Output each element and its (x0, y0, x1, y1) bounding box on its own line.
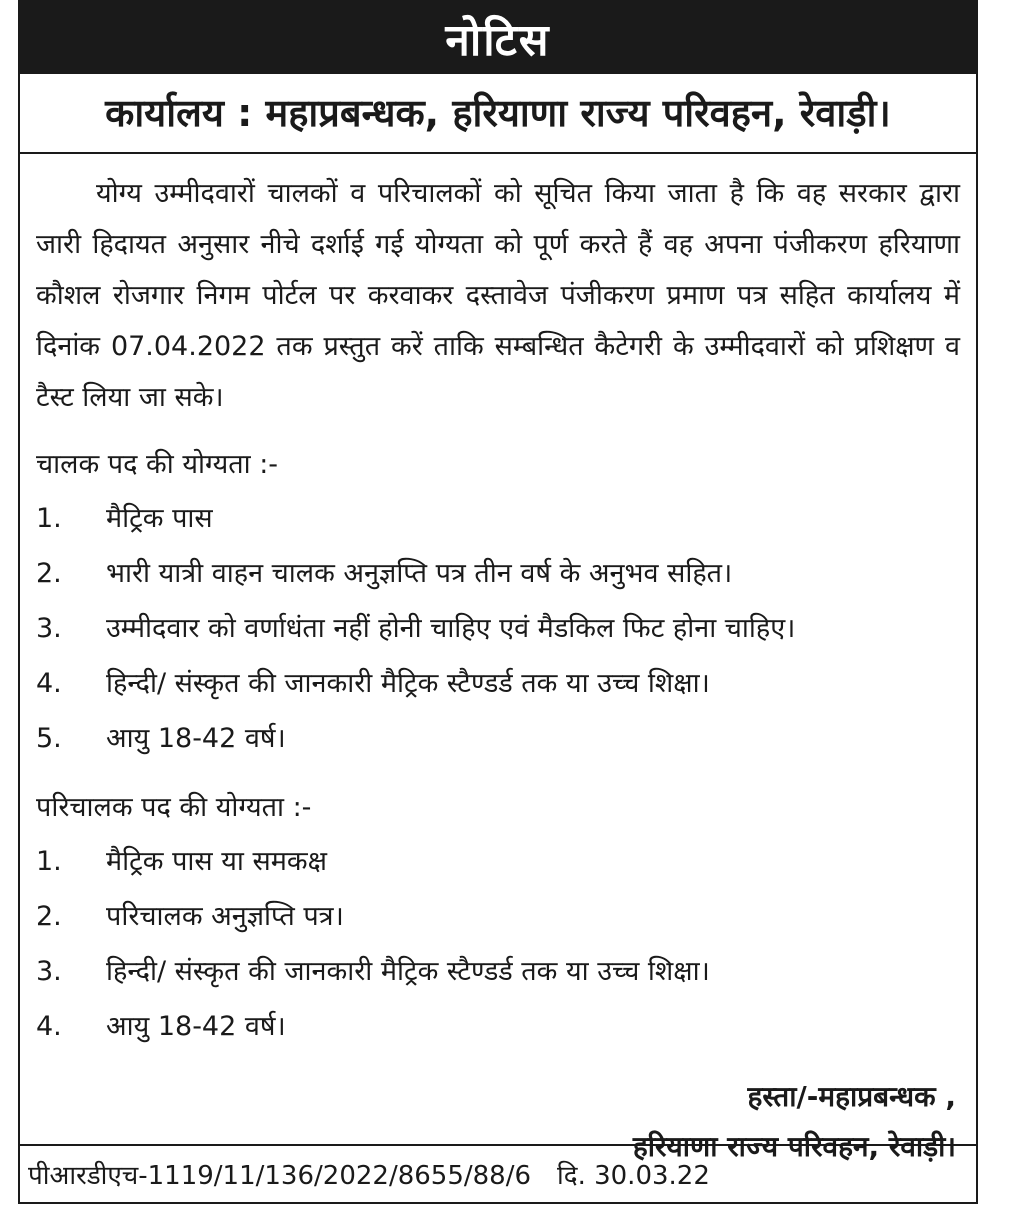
item-text: उम्मीदवार को वर्णाधंता नहीं होनी चाहिए एवं मैडकिल फिट होना चाहिए। (106, 613, 796, 644)
item-number: 3. (36, 956, 62, 987)
list-item (36, 656, 960, 711)
reference-number: पीआरडीएच-1119/11/136/2022/8655/88/6 (28, 1161, 532, 1191)
list-item (36, 546, 960, 601)
signature-title: हस्ता/-महाप्रबन्धक , (747, 1080, 956, 1113)
notice-body (20, 154, 976, 1172)
list-item (36, 711, 960, 766)
reference-date: दि. 30.03.22 (557, 1161, 710, 1191)
conductor-qualification-heading: परिचालक पद की योग्यता :- (36, 792, 312, 823)
list-item (36, 601, 960, 656)
item-number: 2. (36, 558, 62, 589)
list-item (36, 889, 960, 944)
list-item (36, 491, 960, 546)
notice-document (18, 0, 978, 1204)
item-number: 4. (36, 668, 62, 699)
item-number: 4. (36, 1011, 62, 1042)
item-number: 1. (36, 846, 62, 877)
item-text: परिचालक अनुज्ञप्ति पत्र। (106, 901, 344, 932)
driver-qualification-list (36, 491, 960, 766)
list-item (36, 944, 960, 999)
list-item (36, 834, 960, 889)
item-text: मैट्रिक पास (106, 503, 213, 534)
signature-office: हरियाणा राज्य परिवहन, रेवाड़ी। (632, 1130, 956, 1163)
intro-paragraph: योग्य उम्मीदवारों चालकों व परिचालकों को सूचित किया जाता है कि वह सरकार द्वारा जारी हिदायत अनुसार नीचे दर्शाई गई योग्यता को पूर्ण करते हैं वह अपना पंजीकरण हरियाणा कौशल रोजगार निगम पोर्टल पर करवाकर दस्तावेज पंजीकरण प्रमाण पत्र सहित कार्यालय में दिनांक 07.04.2022 तक प्रस्तुत करें ताकि सम्बन्धित कैटेगरी के उम्मीदवारों को प्रशिक्षण व टैस्ट लिया जा सके। (36, 178, 960, 413)
reference-line (20, 1144, 976, 1202)
item-text: हिन्दी/ संस्कृत की जानकारी मैट्रिक स्टैण्डर्ड तक या उच्च शिक्षा। (106, 956, 710, 987)
item-number: 3. (36, 613, 62, 644)
notice-title: नोटिस (445, 15, 551, 66)
item-number: 5. (36, 723, 62, 754)
item-text: मैट्रिक पास या समकक्ष (106, 846, 327, 877)
list-item (36, 999, 960, 1054)
driver-qualification-heading: चालक पद की योग्यता :- (36, 449, 279, 480)
office-heading: कार्यालय : महाप्रबन्धक, हरियाणा राज्य परिवहन, रेवाड़ी। (20, 86, 976, 154)
item-text: आयु 18-42 वर्ष। (106, 1011, 286, 1042)
conductor-qualification-list (36, 834, 960, 1054)
notice-banner (20, 2, 976, 74)
item-number: 2. (36, 901, 62, 932)
item-text: भारी यात्री वाहन चालक अनुज्ञप्ति पत्र तीन वर्ष के अनुभव सहित। (106, 558, 733, 589)
item-text: हिन्दी/ संस्कृत की जानकारी मैट्रिक स्टैण्डर्ड तक या उच्च शिक्षा। (106, 668, 710, 699)
item-number: 1. (36, 503, 62, 534)
item-text: आयु 18-42 वर्ष। (106, 723, 286, 754)
